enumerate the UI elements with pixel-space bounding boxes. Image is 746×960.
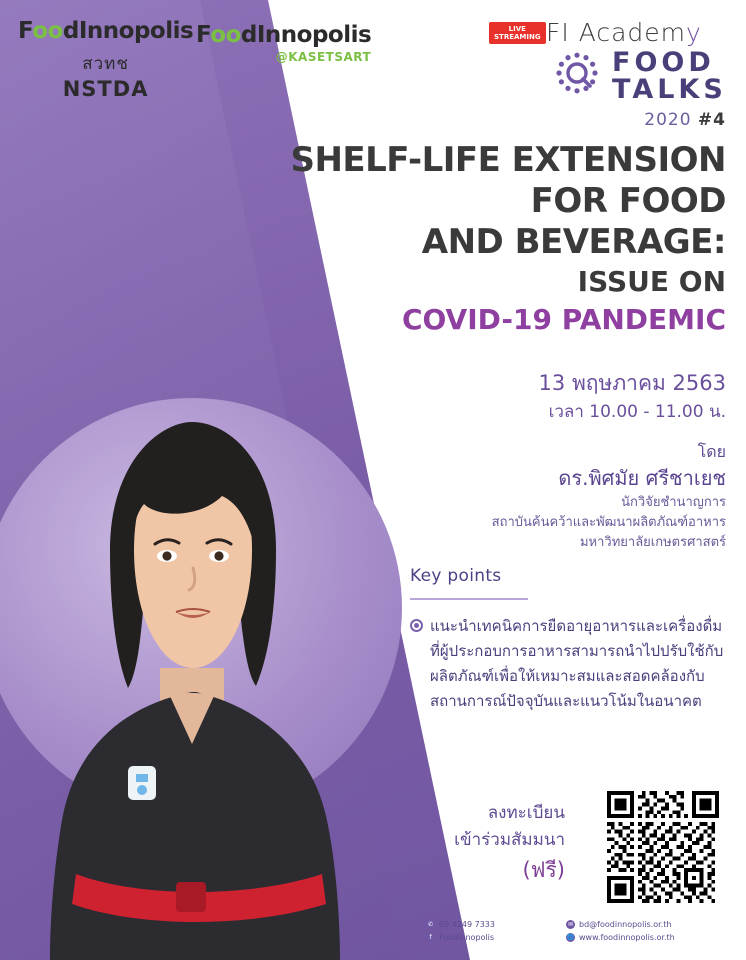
logo-foodinnopolis-nstda [18, 18, 193, 101]
contact-email[interactable] [566, 918, 696, 931]
globe-icon: 🌐 [566, 934, 575, 941]
fi-wordmark-pre-2: F [196, 22, 211, 48]
register-line-2: เข้าร่วมสัมมนา [454, 830, 565, 850]
fi-academy-y: y [686, 18, 702, 47]
speaker-name: ดร.พิศมัย ศรีชาเยช [558, 466, 726, 490]
contact-row-2 [426, 931, 726, 944]
title-line-5-covid: COVID-19 PANDEMIC [401, 303, 726, 336]
speaker-role-2: สถาบันค้นคว้าและพัฒนาผลิตภัณฑ์อาหาร [491, 515, 726, 530]
page-title [256, 140, 726, 339]
kasetsart-label: @KASETSART [275, 50, 372, 64]
live-label: LIVE [508, 25, 526, 33]
speaker-role-1: นักวิจัยชำนาญการ [621, 495, 726, 510]
logo-foodinnopolis-kasetsart [196, 22, 371, 64]
nstda-logo [18, 50, 193, 101]
fi-academy-label: FI Academ [546, 18, 687, 47]
contact-email-label: bd@foodinnopolis.or.th [579, 920, 672, 929]
title-line-1: SHELF-LIFE EXTENSION [290, 140, 726, 180]
fi-wordmark-post-2: dInnopolis [240, 22, 372, 48]
key-points-heading: Key points [410, 566, 502, 586]
contact-facebook-label: Foodinnopolis [439, 933, 495, 942]
event-date: 13 พฤษภาคม 2563 [538, 371, 726, 395]
speaker-role-3: มหาวิทยาลัยเกษตรศาสตร์ [579, 535, 726, 550]
event-year: 2020 [644, 110, 692, 130]
speaker-info [256, 440, 726, 553]
contact-phone [426, 918, 556, 931]
logo-bar [0, 0, 746, 130]
qr-code[interactable] [602, 786, 724, 908]
contact-row-1 [426, 918, 726, 931]
fi-wordmark-oo: oo [32, 18, 63, 44]
key-point-text: แนะนำเทคนิคการยืดอายุอาหารและเครื่องดื่ม ที่ผู้ประกอบการอาหารสามารถนำไปปรับใช้กับผลิตภัณฑ์เพื่อให้เหมาะสมและสอดคล้องกับสถานการณ์ปัจจุบันและแนวโน้มในอนาคต [430, 617, 724, 710]
live-streaming-badge [489, 22, 546, 44]
event-year-episode [644, 110, 726, 130]
title-line-3: AND BEVERAGE: [421, 222, 726, 262]
key-points-section [410, 566, 730, 714]
register-line-1: ลงทะเบียน [487, 803, 565, 823]
key-points-divider [410, 598, 528, 600]
contact-bar [426, 918, 726, 944]
qr-code-image [607, 791, 719, 903]
foodinnopolis-wordmark [18, 18, 193, 44]
title-line-2: FOR FOOD [530, 181, 726, 221]
food-talks-wordmark [612, 47, 727, 105]
email-icon: ✉ [567, 921, 574, 928]
key-point-item [410, 614, 730, 714]
food-talks-circle-icon [556, 52, 598, 94]
contact-website[interactable] [566, 931, 696, 944]
title-line-4: ISSUE ON [577, 265, 726, 298]
food-label: FOOD [612, 47, 715, 78]
fi-academy-title [546, 18, 702, 47]
event-schedule [256, 368, 726, 426]
talks-label: TALKS [612, 74, 727, 105]
bullet-icon [410, 619, 423, 632]
facebook-icon: f [426, 933, 435, 942]
speaker-by-label: โดย [697, 442, 726, 461]
foodinnopolis-wordmark-2 [196, 22, 371, 48]
fi-wordmark-pre: F [18, 18, 33, 44]
contact-website-label: www.foodinnopolis.or.th [579, 933, 675, 942]
nstda-thai-label: สวทช [82, 54, 129, 74]
streaming-label: STREAMING [494, 33, 541, 41]
event-time: เวลา 10.00 - 11.00 น. [548, 402, 726, 422]
fi-wordmark-post: dInnopolis [62, 18, 194, 44]
nstda-english-label: NSTDA [62, 77, 149, 101]
phone-icon: ✆ [427, 921, 434, 928]
register-free-label: (ฟรี) [522, 858, 565, 882]
fi-wordmark-oo-2: oo [210, 22, 241, 48]
registration-call-to-action [420, 800, 565, 886]
contact-facebook[interactable] [426, 931, 556, 944]
event-episode: #4 [697, 110, 726, 130]
contact-phone-label: 09 4249 7333 [439, 920, 495, 929]
